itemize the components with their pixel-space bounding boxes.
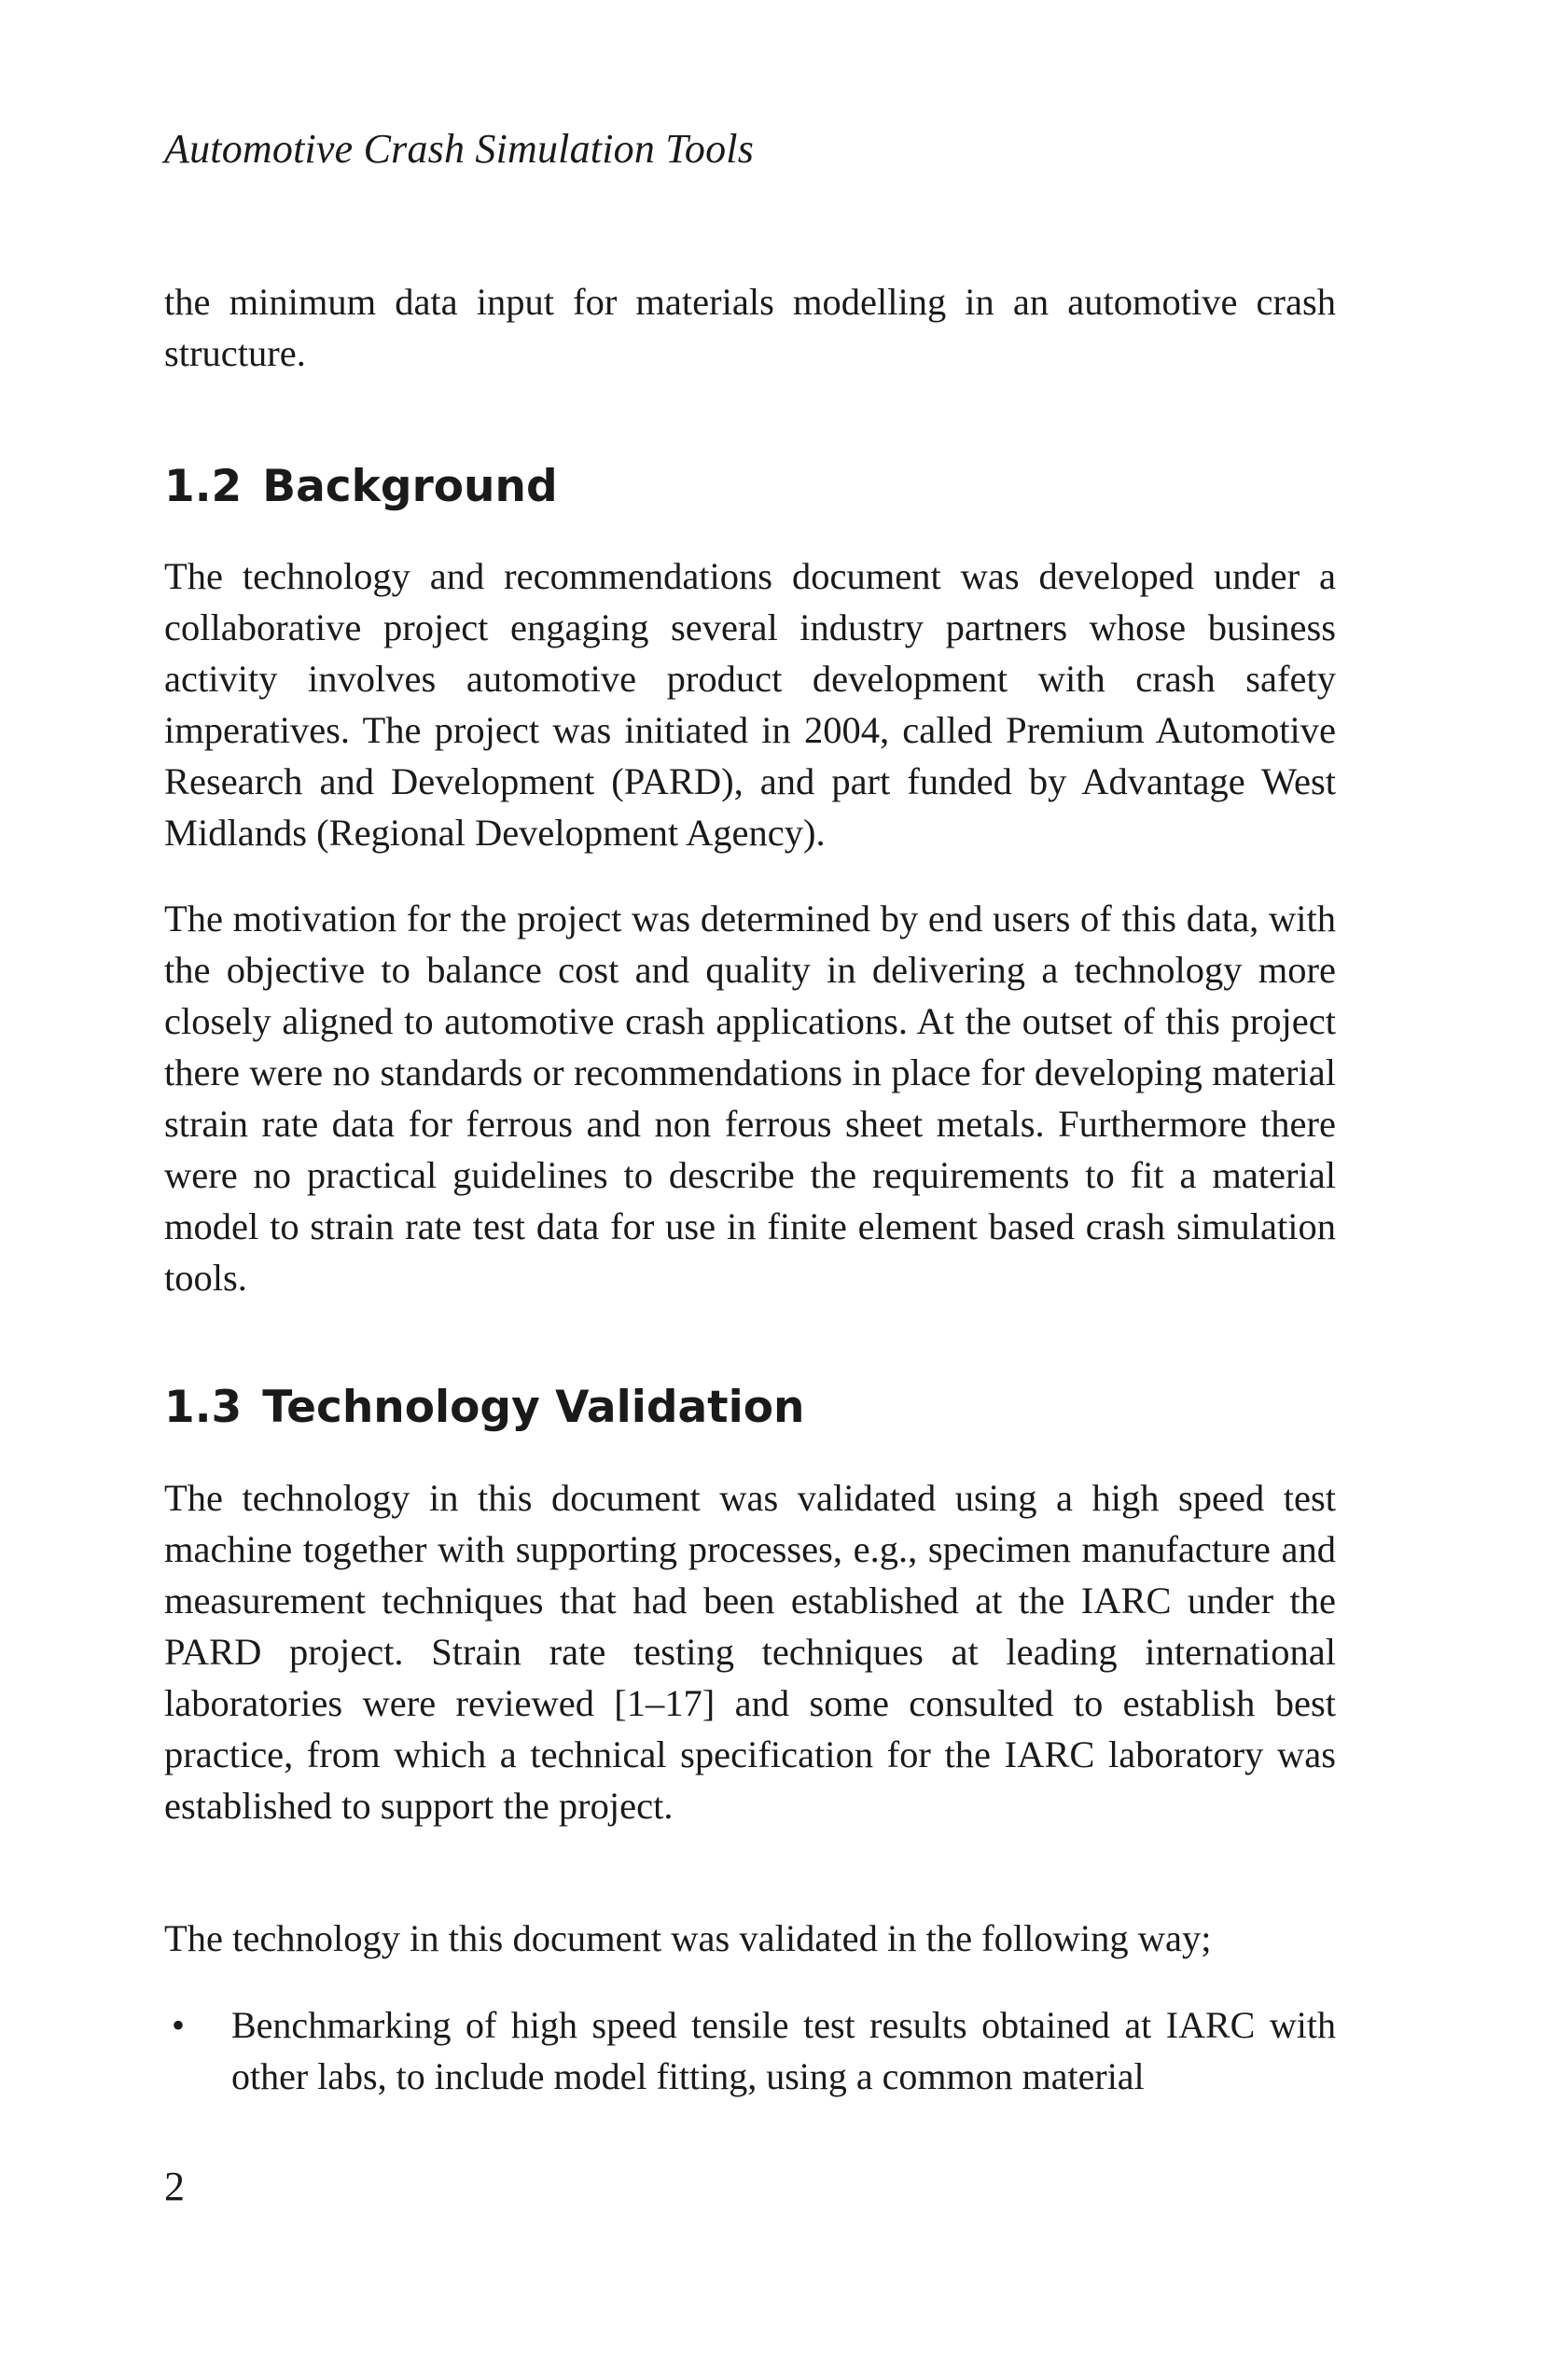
section-title: Technology Validation — [262, 1382, 805, 1433]
background-paragraph-2-block — [164, 893, 1336, 1303]
validation-paragraph-2-block — [164, 1913, 1336, 1964]
bullet-icon: • — [172, 2004, 186, 2046]
section-number: 1.2 — [164, 461, 243, 512]
running-head: Automotive Crash Simulation Tools — [164, 126, 755, 172]
intro-paragraph: the minimum data input for materials modelling in an automotive crash structure. — [164, 281, 1336, 374]
validation-paragraph-2: The technology in this document was validated in the following way; — [164, 1917, 1212, 1959]
validation-paragraph-1-block — [164, 1472, 1336, 1831]
section-heading-background — [164, 459, 558, 515]
list-item — [164, 1999, 1336, 2102]
validation-paragraph-1: The technology in this document was validated using a high speed test machine together with supporting processes, e.g., specimen manufacture and measurement techniques that had been established at the IARC under the PARD project. Strain rate testing techniques at leading international laboratories were reviewed [1–17] and some consulted to establish best practice, from which a technical specification for the IARC laboratory was established to support the project. — [164, 1477, 1336, 1827]
list-item-text: Benchmarking of high speed tensile test results obtained at IARC with other labs, to include model fitting, using a common material — [231, 2004, 1336, 2097]
section-number: 1.3 — [164, 1382, 243, 1433]
intro-paragraph-block — [164, 276, 1336, 379]
section-title: Background — [262, 461, 558, 512]
background-paragraph-1: The technology and recommendations document was developed under a collaborative project engaging several industry partners whose business activity involves automotive product development with crash safety imperatives. The project was initiated in 2004, called Premium Automotive Research and Development (PARD), and part funded by Advantage West Midlands (Regional Development Agency). — [164, 555, 1336, 854]
section-heading-technology-validation — [164, 1380, 805, 1436]
page-number: 2 — [164, 2164, 185, 2209]
background-paragraph-2: The motivation for the project was determined by end users of this data, with the objective to balance cost and quality in delivering a technology more closely aligned to automotive crash applications. At the outset of this project there were no standards or recommendations in place for developing material strain rate data for ferrous and non ferrous sheet metals. Furthermore there were no practical guidelines to describe the requirements to fit a material model to strain rate test data for use in finite element based crash simulation tools. — [164, 898, 1336, 1299]
background-paragraph-1-block — [164, 550, 1336, 858]
